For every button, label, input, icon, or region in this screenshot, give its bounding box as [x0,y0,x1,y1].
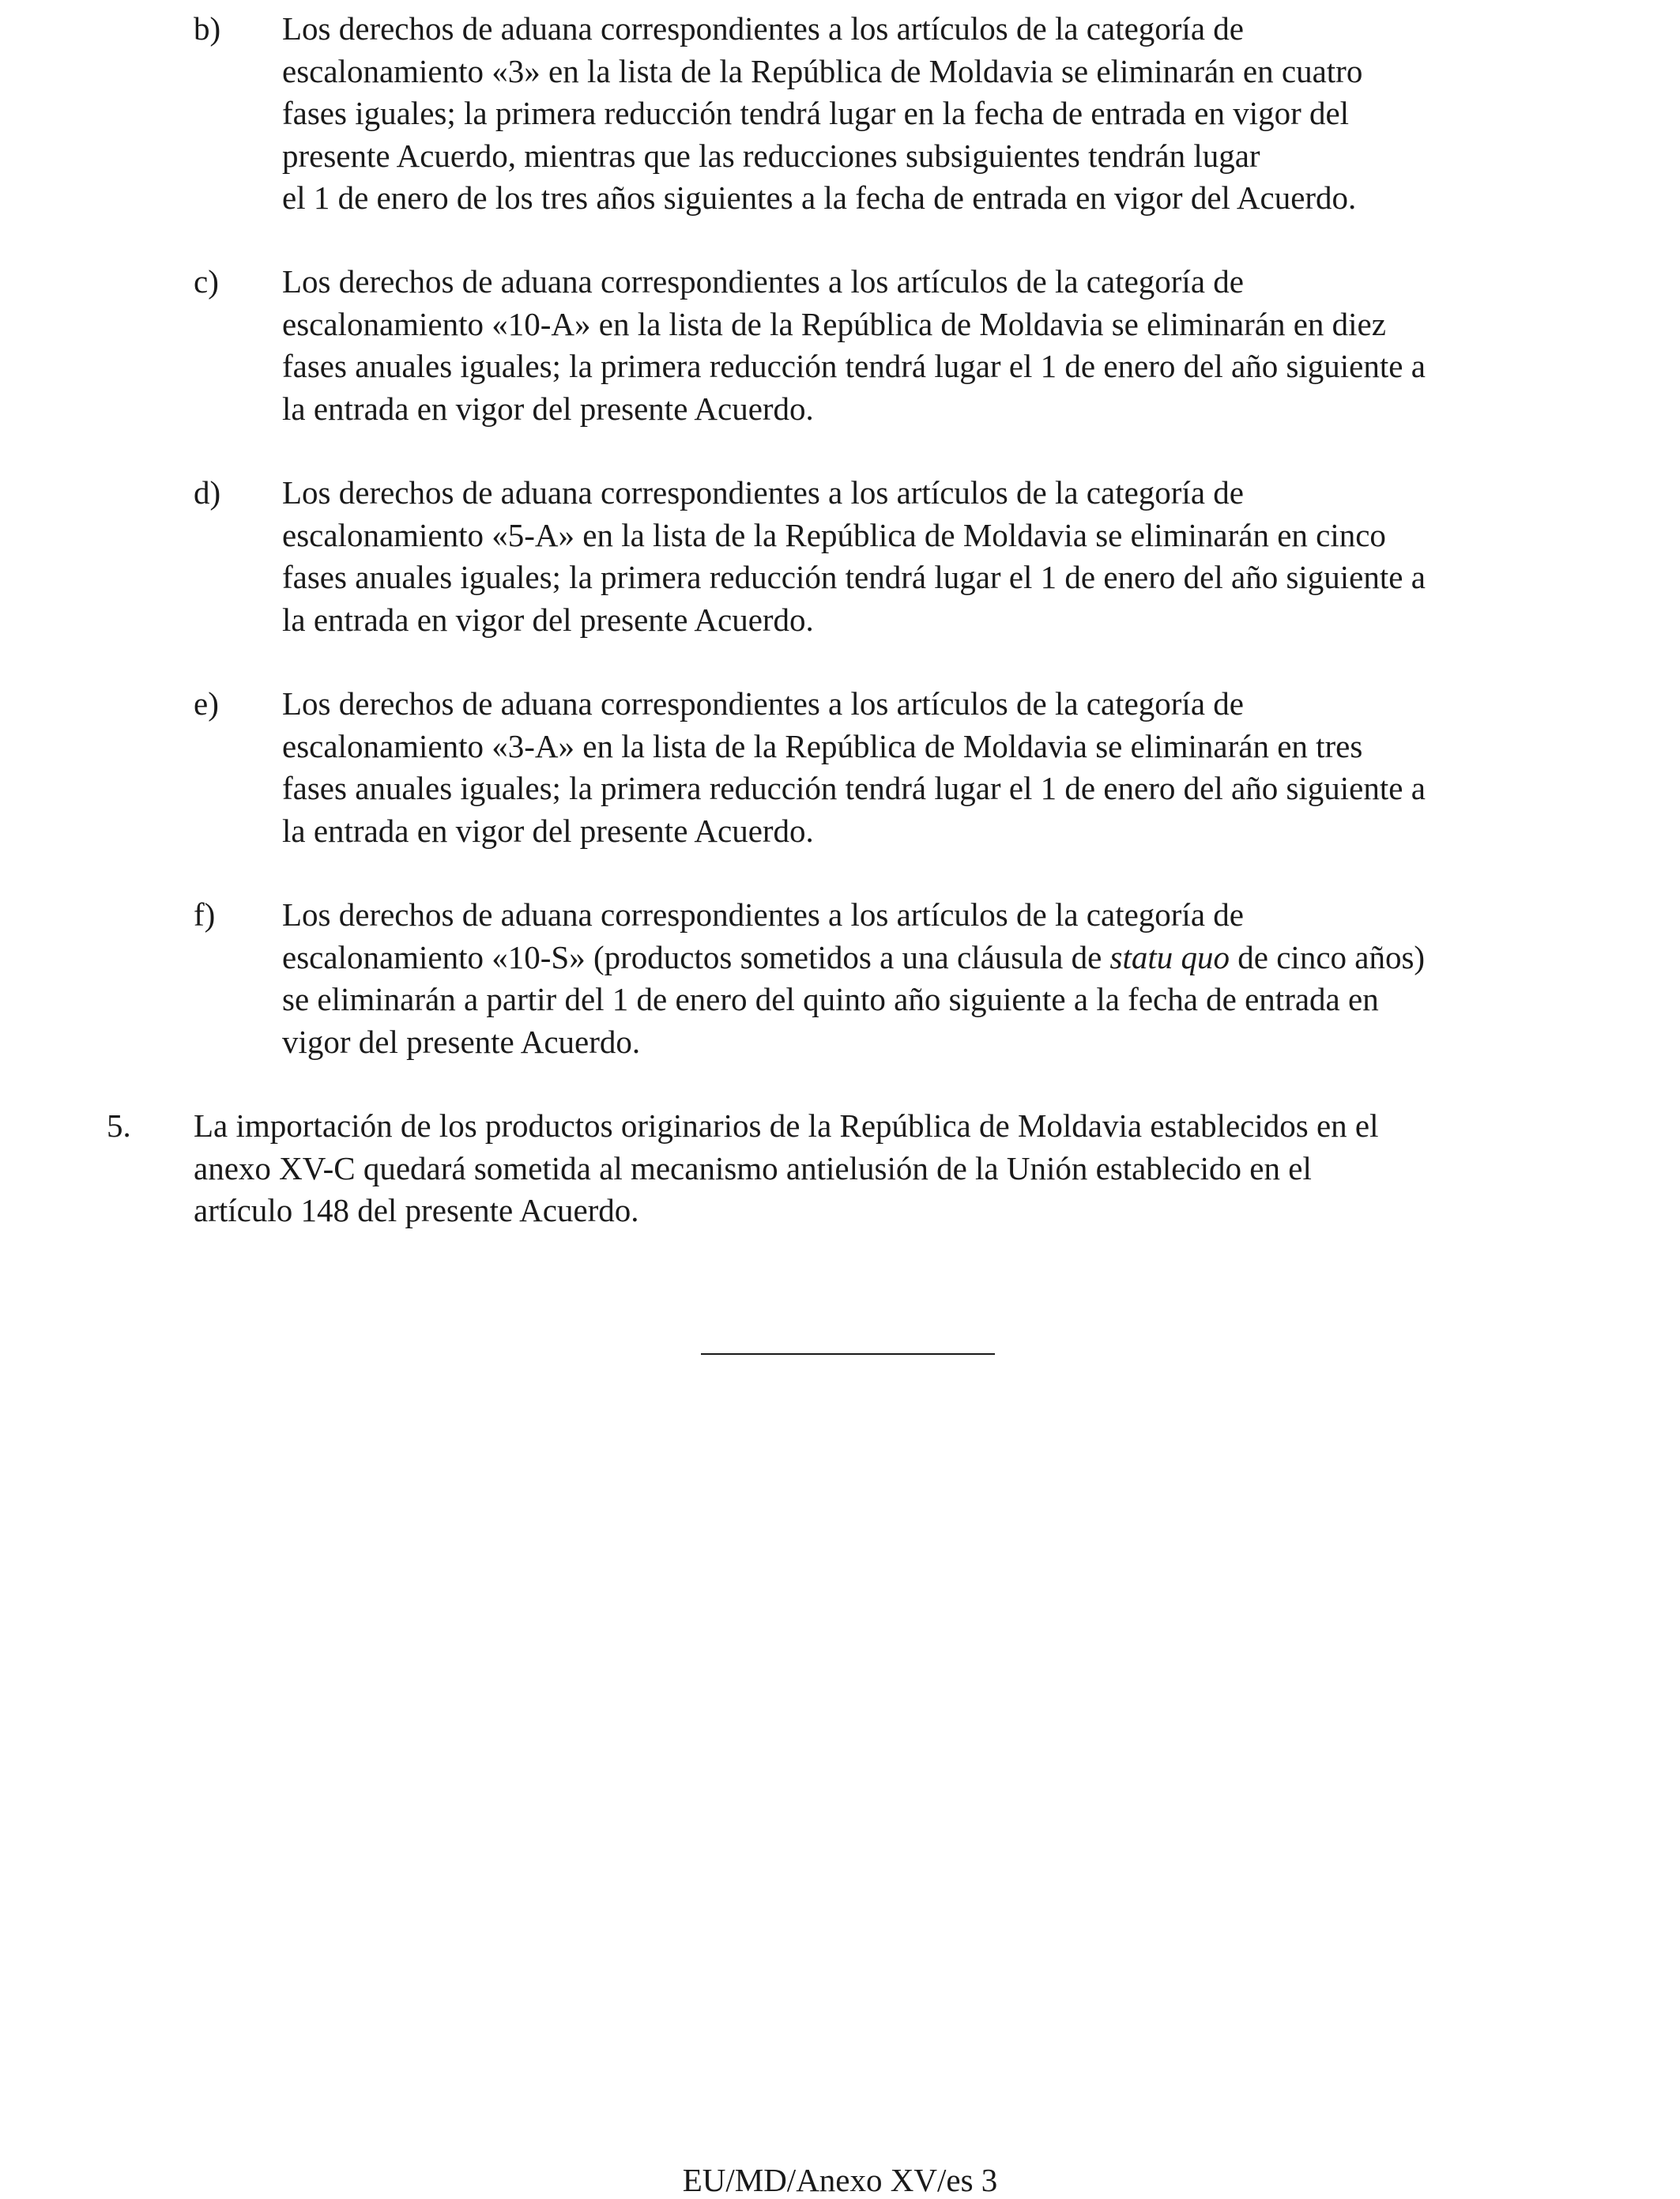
text-line: artículo 148 del presente Acuerdo. [194,1192,639,1228]
list-marker: b) [194,10,221,47]
text-segment: de cinco años) [1230,938,1426,975]
text-line: fases anuales iguales; la primera reducción tendrá lugar el 1 de enero del año siguiente a [282,770,1426,806]
list-item-text [282,683,1680,852]
list-item-text [282,261,1680,430]
paragraph-number: 5. [107,1107,131,1144]
italic-term: statu quo [1109,938,1230,975]
text-line: Los derechos de aduana correspondientes a los artículos de la categoría de [282,10,1244,47]
list-marker: f) [194,896,216,933]
text-line: presente Acuerdo, mientras que las reducciones subsiguientes tendrán lugar [282,137,1260,174]
list-marker: c) [194,263,219,300]
text-line: fases anuales iguales; la primera reducción tendrá lugar el 1 de enero del año siguiente a [282,559,1426,595]
page-footer: EU/MD/Anexo XV/es 3 [682,2162,998,2198]
list-marker: d) [194,474,221,511]
paragraph-text [194,1105,1378,1232]
text-line: la entrada en vigor del presente Acuerdo. [282,601,814,638]
text-line: fases iguales; la primera reducción tendrá lugar en la fecha de entrada en vigor del [282,95,1350,131]
text-line: el 1 de enero de los tres años siguientes a la fecha de entrada en vigor del Acuerdo. [282,179,1357,216]
text-line: vigor del presente Acuerdo. [282,1023,641,1060]
text-line: escalonamiento «3-A» en la lista de la República de Moldavia se eliminarán en tres [282,727,1363,764]
text-line: fases anuales iguales; la primera reducción tendrá lugar el 1 de enero del año siguiente a [282,348,1426,384]
text-line: Los derechos de aduana correspondientes a los artículos de la categoría de [282,474,1244,511]
text-line: se eliminarán a partir del 1 de enero del quinto año siguiente a la fecha de entrada en [282,981,1379,1017]
text-line: La importación de los productos originarios de la República de Moldavia establecidos en el [194,1107,1379,1144]
text-line: la entrada en vigor del presente Acuerdo. [282,812,814,849]
text-segment: escalonamiento «10-S» (productos sometidos a una cláusula de [282,938,1110,975]
text-line: Los derechos de aduana correspondientes a los artículos de la categoría de [282,263,1244,300]
text-line: escalonamiento «3» en la lista de la República de Moldavia se eliminarán en cuatro [282,52,1363,89]
list-marker: e) [194,685,219,722]
list-item-text [282,894,1680,1063]
list-item-text [282,472,1680,641]
text-line [282,937,1680,979]
list-item-text [282,8,1680,220]
text-line: Los derechos de aduana correspondientes a los artículos de la categoría de [282,896,1244,933]
text-line: escalonamiento «5-A» en la lista de la República de Moldavia se eliminarán en cinco [282,516,1386,553]
text-line: la entrada en vigor del presente Acuerdo. [282,390,814,427]
separator-rule [701,1353,995,1355]
text-line: escalonamiento «10-A» en la lista de la República de Moldavia se eliminarán en diez [282,305,1386,342]
text-line: Los derechos de aduana correspondientes a los artículos de la categoría de [282,685,1244,722]
text-line: anexo XV-C quedará sometida al mecanismo antielusión de la Unión establecido en el [194,1149,1312,1186]
